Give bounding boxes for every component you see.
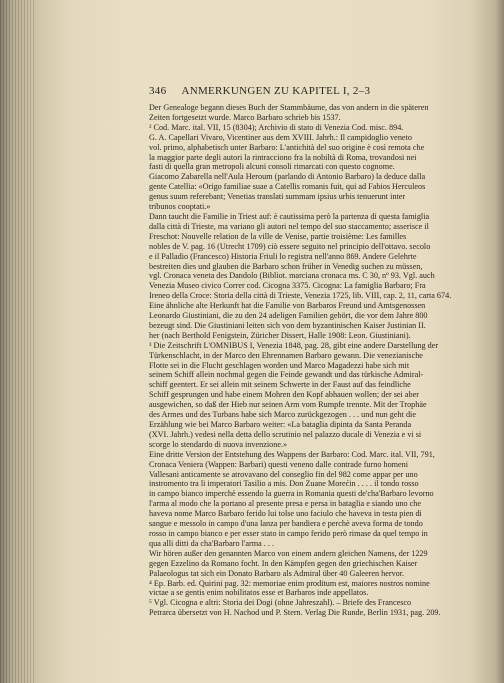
text-line: tribunos cooptati.» (149, 202, 211, 212)
page-number: 346 (149, 85, 167, 97)
text-line: gegen Ezzelino da Romano focht. In den Kämpfen gegen den griechischen Kaiser (149, 558, 418, 568)
text-line: victae a se gentis enim nobilitatos esse et Barbaros inde appellatos. (149, 588, 369, 598)
text-line: Türkenschlacht, in der Marco den Ehrennamen Barbaro gewann. Die venezianische (149, 350, 423, 360)
text-line: gente Catellia: «Origo familiae suae a Catellis romanis fuit, qui ad Fabios Herculeos (149, 182, 426, 192)
text-line: in campo bianco imperchè essendo la guerra in Romania questi de'cha'Barbaro levorno (149, 489, 434, 499)
text-line: vol. primo, alphabetisch unter Barbaro: L'antichità del suo origine è così remota che (149, 142, 425, 152)
text-line: qua alli ditti da cha'Barbaro l'arma . . . (149, 538, 275, 548)
text-line: rosso in campo bianco e per esser stato in campo ferido però rimase da quel tempo in (149, 528, 428, 538)
text-line: bezeugt sind. Die Giustiniani leiten sich von dem byzantinischen Kaiser Justinian II. (149, 320, 426, 330)
text-line: ² Cod. Marc. ital. VII, 15 (8304); Archivio di stato di Venezia Cod. misc. 894. (149, 122, 404, 132)
text-line: Eine dritte Version der Entstehung des Wappens der Barbaro: Cod. Marc. ital. VII, 791, (149, 449, 435, 459)
text-line: seinem Schiff allein nochmal gegen die Feinde gewandt und das türkische Admiral- (149, 370, 424, 380)
text-line: Vallesani anticamente se atrovavano del conseglio fin del 982 come appar per uno (149, 469, 418, 479)
text-line: Palaeologus tat sich ein Donato Barbaro als Admiral über 40 Galeeren hervor. (149, 568, 405, 578)
page-header (149, 85, 464, 97)
text-line: Zeiten fortgesetzt wurde. Marco Barbaro schrieb bis 1537. (149, 112, 341, 122)
text-line: la maggior parte degli autori la rintracciono fra la nobiltà di Roma, trovandosi nei (149, 152, 417, 162)
text-line: scorge lo stendardo di nuova invenzione.» (149, 439, 288, 449)
text-line: Petrarca übersetzt von H. Nachod und P. Stern. Verlag Die Runde, Berlin 1931, pag. 209. (149, 608, 441, 618)
text-line: Freschot: Nouvelle relation de la ville de Venise, partie troisième: Les familles (149, 231, 407, 241)
text-line: Wir hören außer den genannten Marco von einem andern gleichen Namens, der 1229 (149, 548, 428, 558)
text-line: Der Genealoge begann dieses Buch der Stammbäume, das von andern in die späteren (149, 103, 429, 112)
book-gutter (0, 0, 34, 683)
text-line: sangue e messolo in campo d'una lanza per bandiera e perchè aveva forma de tondo (149, 519, 423, 529)
text-line: ausgewichen, so daß der Hieb nur seinen Arm vom Rumpfe trennte. Mit der Trophäe (149, 400, 427, 410)
text-line: ⁴ Ep. Barb. ed. Quirini pag. 32: memoriae enim proditum est, maiores nostros nomine (149, 578, 430, 588)
text-line: her (nach Berthold Fenigstein, Züricher Dissert, Halle 1908: Leon. Giustiniani). (149, 330, 411, 340)
text-line: instromento tra li imperatori Tasilio a mis. Don Zuane Morećin . . . . il tondo rosso (149, 479, 419, 489)
text-line: bestreiten dies und glauben die Barbaro schon früher in Venedig suchen zu müssen, (149, 261, 423, 271)
text-line: genus suum referebant; Venetias translati summam ipsius urbis tenuerunt inter (149, 192, 406, 202)
text-line: ⁵ Vgl. Cicogna e altri: Storia dei Dogi (ohne Jahreszahl). – Briefe des Francesco (149, 598, 412, 608)
text-line: vgl. Cronaca veneta des Dandolo (Bibliot. marciana cronaca ms. C 30, nº 93. Vgl. auch (149, 271, 435, 281)
text-line: Dann taucht die Familie in Triest auf: è cautissima però la partenza di questa famiglia (149, 211, 430, 221)
text-line: Leonardo Giustiniani, die zu den 24 adeligen Familien gehört, die vor dem Jahre 800 (149, 311, 428, 321)
text-line: dalla città di Trieste, ma variano gli autori nel tempo del suo staccamento; asserisce il (149, 221, 429, 231)
text-line: nobles de V. pag. 16 (Utrecht 1709) ciò essere seguito nel principio dell'ottavo. secolo (149, 241, 431, 251)
text-line: Erzählung wie bei Marco Barbaro weiter: «La bataglia dipinta da Santa Peranda (149, 420, 412, 429)
text-line: ³ Die Zeitschrift L'OMNIBUS I, Venezia 1848, pag. 28, gibt eine andere Darstellung der (149, 340, 439, 350)
text-line: Eine ähnliche alte Herkunft hat die Familie von Barbaros Freund und Amtsgenossen (149, 301, 426, 311)
text-line: haveva nome Marco Barbaro ferido lui tolse uno faciulo che haveva in testa pien di (149, 509, 422, 519)
running-head: ANMERKUNGEN ZU KAPITEL I, 2–3 (181, 85, 371, 97)
text-line: schiff geentert. Er sei allein mit seinem Schwerte in der Faust auf das feindliche (149, 380, 411, 390)
text-line: Flotte sei in die Flucht geschlagen worden und Marco Magadezzi habe sich mit (149, 360, 410, 370)
text-line: Ireneo della Croce: Storia della città di Trieste, Venezia 1725, lib. VIII, cap. 2, 11, carta 674. (149, 291, 452, 301)
text-line: Cronaca Veniera (Wappen: Barbari) questi veneno dalle contrade furno homeni (149, 459, 409, 469)
text-line: (XVI. Jahrh.) vedesi nella detta dello scrutinio nel palazzo ducale di Venezia e vi si (149, 429, 422, 439)
text-line: Schiff gesprungen und habe einem Mohren den Kopf abhauen wollen; der sei aber (149, 390, 419, 400)
footnotes-text (149, 103, 467, 618)
text-line: e il Palladio (Francesco) Historia Friuli lo registra nell'anno 869. Andere Gelehrte (149, 251, 417, 261)
text-line: fasti di quella gran metropoli alcuni consoli rimarcati con questo cognome. (149, 162, 395, 172)
text-line: G. A. Capellari Vivaro, Vicentiner aus dem XVIII. Jahrh.: Il campidoglio veneto (149, 132, 412, 142)
text-line: Giacomo Zabarella nell'Aula Heroum (parlando di Antonio Barbaro) la deduce dalla (149, 172, 426, 182)
text-line: Venezia Museo civico Correr cod. Cicogna 3375. Cicogna: La famiglia Barbaro; Fra (149, 281, 426, 291)
text-line: l'arma al modo che la portano al presente presa e persa in bataglia e siando uno che (149, 499, 422, 509)
text-line: des Armes und des Turbans habe sich Marco zurückgezogen . . . und nun geht die (149, 410, 416, 420)
